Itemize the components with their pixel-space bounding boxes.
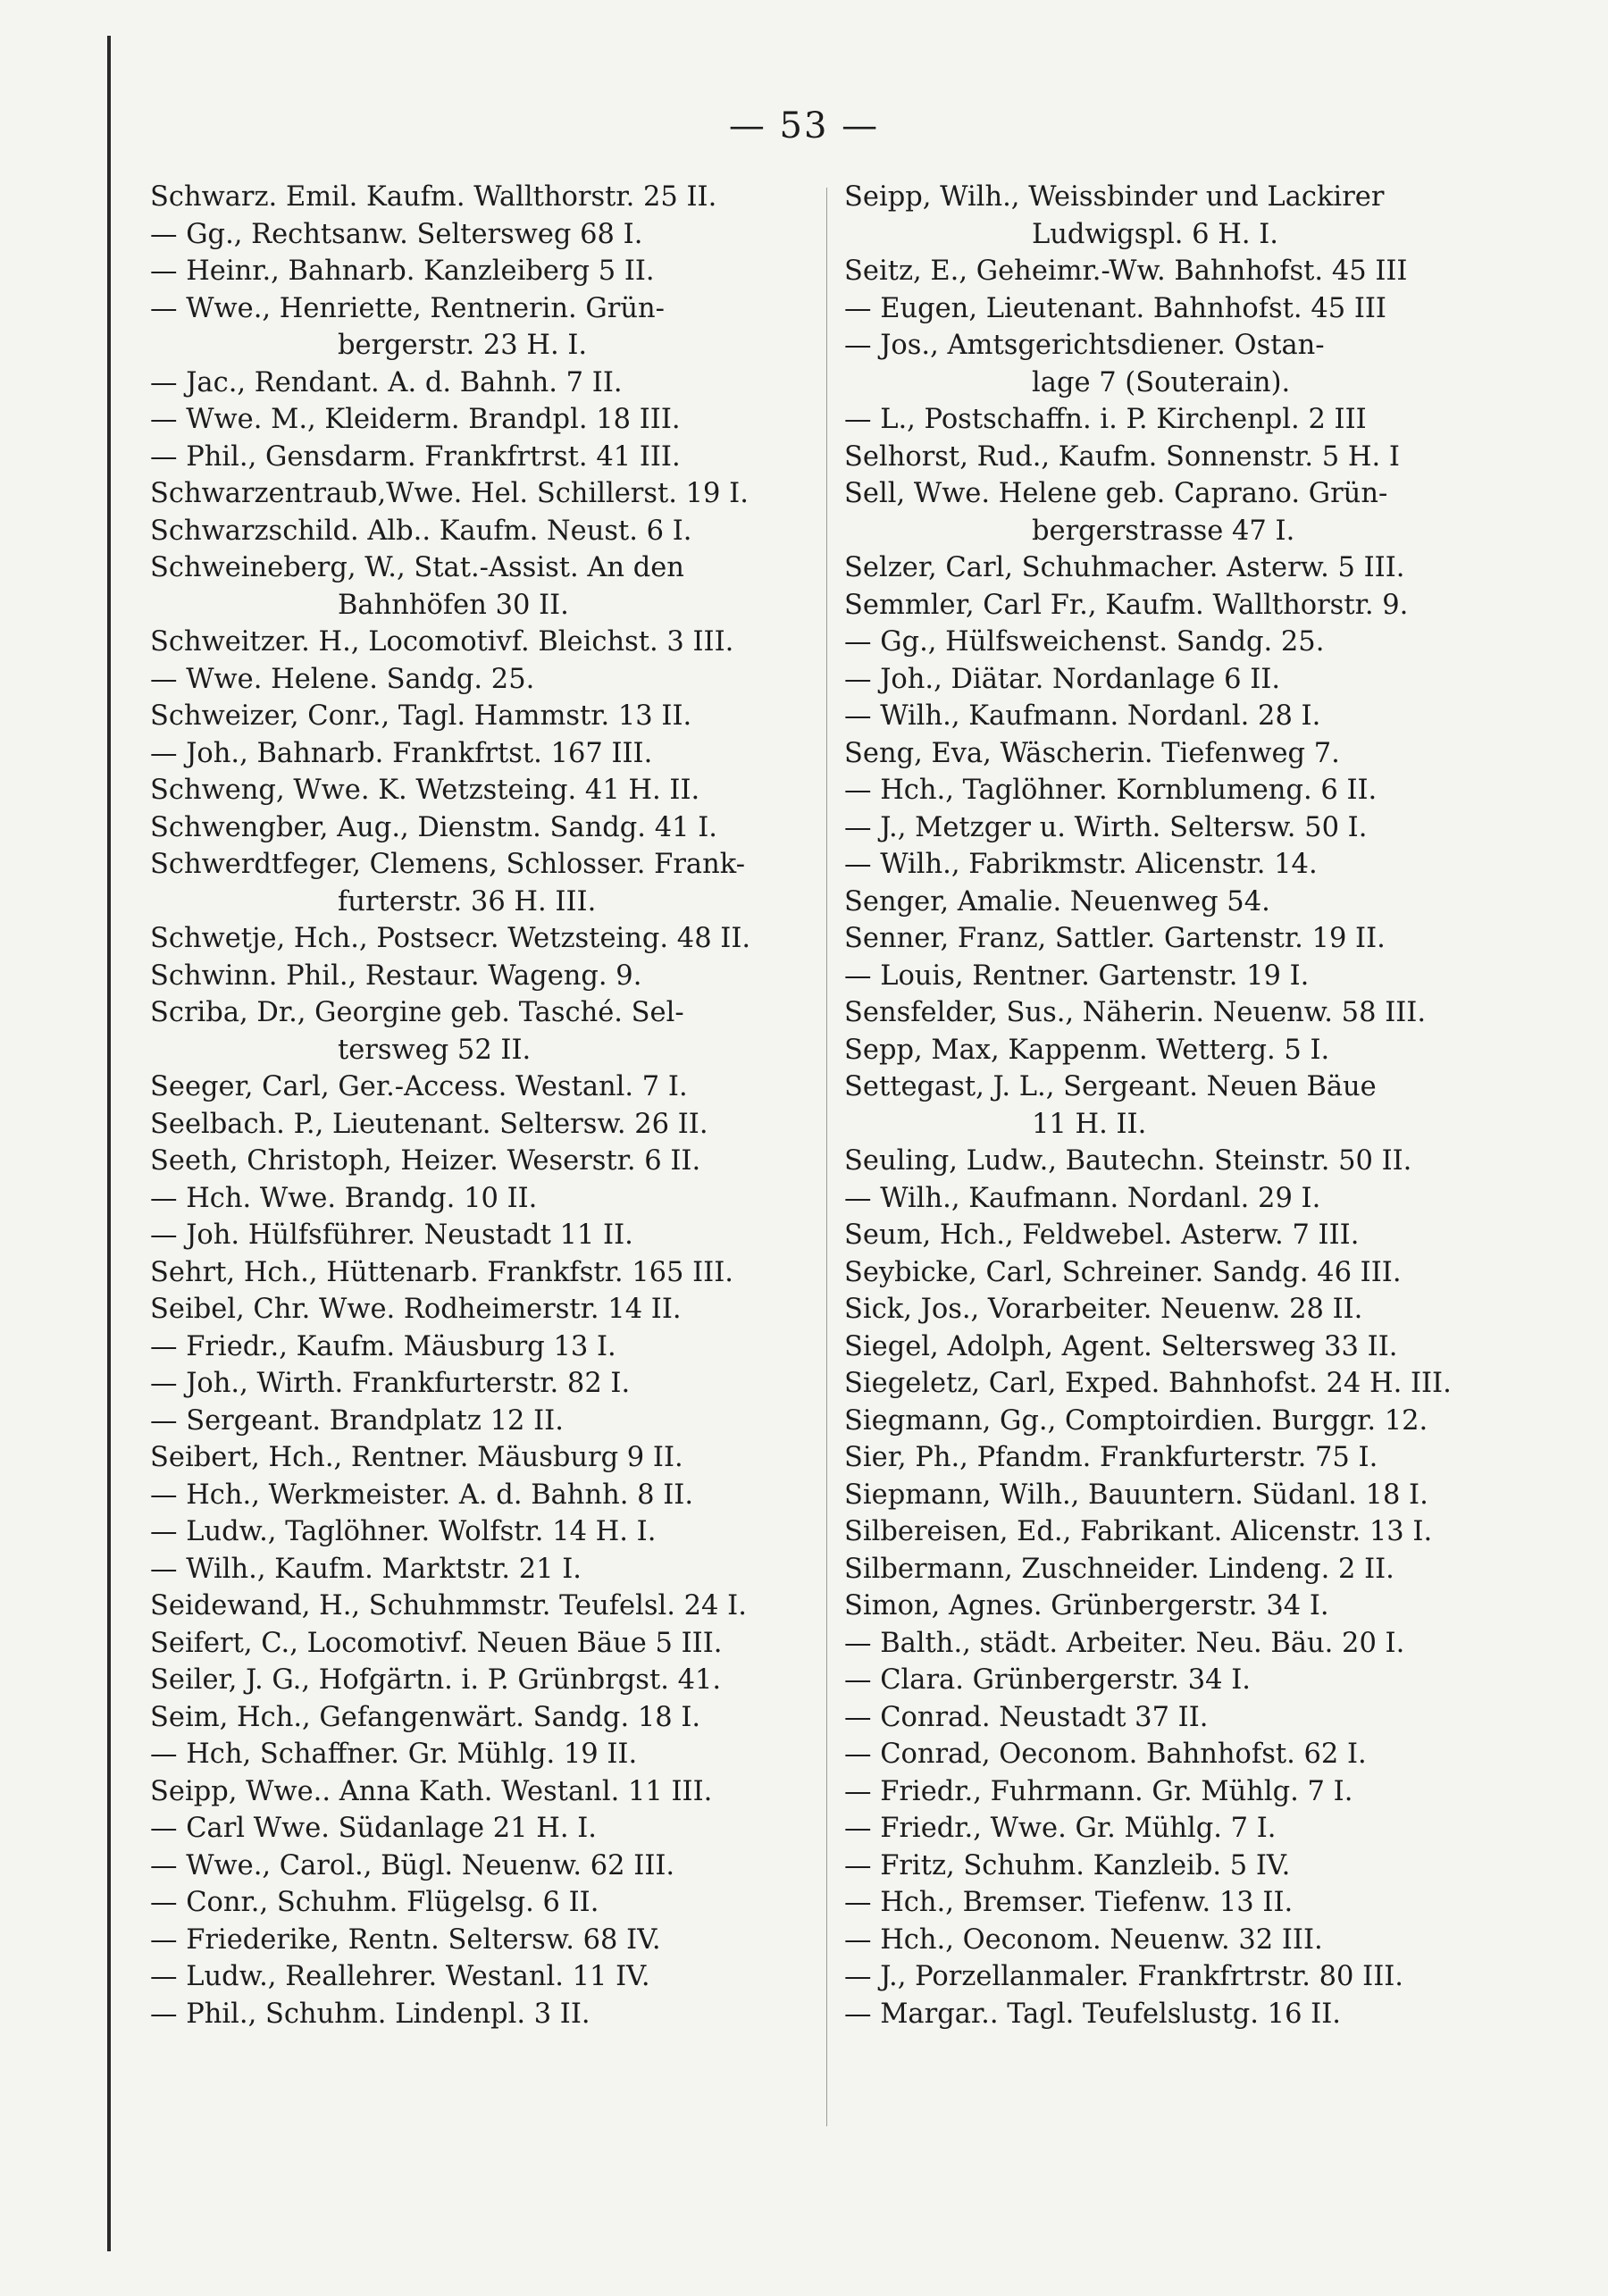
directory-entry: Seidewand, H., Schuhmmstr. Teufelsl. 24 I. xyxy=(150,1590,747,1621)
directory-entry: Schwetje, Hch., Postsecr. Wetzsteing. 48 II. xyxy=(150,923,751,954)
directory-entry: — Joh., Wirth. Frankfurterstr. 82 I. xyxy=(150,1368,631,1399)
directory-entry: — Friedr., Kaufm. Mäusburg 13 I. xyxy=(150,1330,616,1362)
directory-entry: — Friedr., Wwe. Gr. Mühlg. 7 I. xyxy=(844,1813,1277,1844)
directory-entry: — Wwe. Helene. Sandg. 25. xyxy=(150,663,535,695)
directory-entry: Seitz, E., Geheimr.-Ww. Bahnhofst. 45 III xyxy=(844,256,1408,287)
directory-entry: — Joh. Hülfsführer. Neustadt 11 II. xyxy=(150,1219,633,1251)
directory-entry: — Gg., Rechtsanw. Seltersweg 68 I. xyxy=(150,218,643,250)
directory-entry: Sensfelder, Sus., Näherin. Neuenw. 58 III. xyxy=(844,997,1427,1028)
directory-entry-continuation: 11 H. II. xyxy=(1032,1108,1147,1140)
directory-entry: — L., Postschaffn. i. P. Kirchenpl. 2 III xyxy=(844,404,1367,435)
left-column xyxy=(150,179,793,2032)
directory-entry: — Joh., Diätar. Nordanlage 6 II. xyxy=(844,663,1281,695)
directory-entry: — Wwe., Henriette, Rentnerin. Grün- xyxy=(150,292,665,324)
directory-entry: — Conrad, Oeconom. Bahnhofst. 62 I. xyxy=(844,1739,1367,1770)
directory-entry: — Hch., Bremser. Tiefenw. 13 II. xyxy=(844,1887,1294,1918)
directory-entry: Scriba, Dr., Georgine geb. Tasché. Sel- xyxy=(150,997,684,1028)
directory-entry: Seum, Hch., Feldwebel. Asterw. 7 III. xyxy=(844,1219,1360,1251)
directory-entry: Simon, Agnes. Grünbergerstr. 34 I. xyxy=(844,1590,1329,1621)
directory-entry: — Clara. Grünbergerstr. 34 I. xyxy=(844,1664,1251,1696)
directory-entry: — Jac., Rendant. A. d. Bahnh. 7 II. xyxy=(150,366,623,398)
directory-entry: — Phil., Gensdarm. Frankfrtrst. 41 III. xyxy=(150,440,681,473)
directory-entry: — Hch., Taglöhner. Kornblumeng. 6 II. xyxy=(844,775,1378,806)
directory-entry: — Carl Wwe. Südanlage 21 H. I. xyxy=(150,1813,597,1844)
directory-entry: Seipp, Wwe.. Anna Kath. Westanl. 11 III. xyxy=(150,1775,713,1807)
directory-entry: Schwinn. Phil., Restaur. Wageng. 9. xyxy=(150,959,642,992)
directory-entry: — Wilh., Kaufmann. Nordanl. 28 I. xyxy=(844,700,1321,732)
directory-entry: Schwarzschild. Alb.. Kaufm. Neust. 6 I. xyxy=(150,515,692,547)
directory-entry: Sell, Wwe. Helene geb. Caprano. Grün- xyxy=(844,478,1388,509)
directory-entry: Seifert, C., Locomotivf. Neuen Bäue 5 III. xyxy=(150,1627,723,1659)
directory-entry: Seng, Eva, Wäscherin. Tiefenweg 7. xyxy=(844,737,1340,769)
directory-entry: Seiler, J. G., Hofgärtn. i. P. Grünbrgst. 41. xyxy=(150,1664,722,1696)
directory-entry: — Margar.. Tagl. Teufelslustg. 16 II. xyxy=(844,1998,1341,2030)
directory-entry-continuation: bergerstrasse 47 I. xyxy=(1032,515,1295,547)
directory-entry: Sick, Jos., Vorarbeiter. Neuenw. 28 II. xyxy=(844,1294,1363,1325)
directory-entry: — Gg., Hülfsweichenst. Sandg. 25. xyxy=(844,626,1325,658)
directory-entry: Schwarz. Emil. Kaufm. Wallthorstr. 25 II. xyxy=(150,181,717,213)
directory-entry: — Wwe. M., Kleiderm. Brandpl. 18 III. xyxy=(150,404,681,435)
directory-entry: Seeth, Christoph, Heizer. Weserstr. 6 II. xyxy=(150,1145,701,1177)
directory-entry: Siegmann, Gg., Comptoirdien. Burggr. 12. xyxy=(844,1404,1428,1437)
directory-entry: Sier, Ph., Pfandm. Frankfurterstr. 75 I. xyxy=(844,1442,1378,1473)
directory-entry: Schwarzentraub,Wwe. Hel. Schillerst. 19 I. xyxy=(150,478,749,509)
directory-entry: — Phil., Schuhm. Lindenpl. 3 II. xyxy=(150,1998,590,2030)
directory-entry: — Friederike, Rentn. Seltersw. 68 IV. xyxy=(150,1923,661,1956)
directory-entry: Schweizer, Conr., Tagl. Hammstr. 13 II. xyxy=(150,700,692,732)
directory-entry: — Hch. Wwe. Brandg. 10 II. xyxy=(150,1182,538,1214)
directory-entry: Siegel, Adolph, Agent. Seltersweg 33 II. xyxy=(844,1330,1398,1362)
directory-entry: — Balth., städt. Arbeiter. Neu. Bäu. 20 I. xyxy=(844,1627,1405,1659)
directory-entry: Seibert, Hch., Rentner. Mäusburg 9 II. xyxy=(150,1442,683,1473)
directory-entry: Semmler, Carl Fr., Kaufm. Wallthorstr. 9. xyxy=(844,589,1409,621)
directory-entry: — Joh., Bahnarb. Frankfrtst. 167 III. xyxy=(150,737,653,769)
directory-entry: Seuling, Ludw., Bautechn. Steinstr. 50 II. xyxy=(844,1145,1412,1177)
directory-entry: — J., Porzellanmaler. Frankfrtrstr. 80 III. xyxy=(844,1961,1403,1992)
directory-entry: Seybicke, Carl, Schreiner. Sandg. 46 III. xyxy=(844,1256,1402,1288)
directory-entry: — Heinr., Bahnarb. Kanzleiberg 5 II. xyxy=(150,256,655,287)
directory-entry: Settegast, J. L., Sergeant. Neuen Bäue xyxy=(844,1071,1377,1102)
directory-entry: Siegeletz, Carl, Exped. Bahnhofst. 24 H. III. xyxy=(844,1368,1452,1399)
directory-entry: — Fritz, Schuhm. Kanzleib. 5 IV. xyxy=(844,1849,1291,1881)
directory-entry: — Ludw., Reallehrer. Westanl. 11 IV. xyxy=(150,1961,650,1992)
directory-entry-continuation: tersweg 52 II. xyxy=(338,1034,532,1066)
directory-entry: Senger, Amalie. Neuenweg 54. xyxy=(844,885,1270,918)
directory-entry: — Conr., Schuhm. Flügelsg. 6 II. xyxy=(150,1887,599,1918)
directory-entry-continuation: Bahnhöfen 30 II. xyxy=(338,589,569,621)
column-divider xyxy=(826,188,827,2126)
right-column xyxy=(844,179,1487,2032)
directory-entry: — Ludw., Taglöhner. Wolfstr. 14 H. I. xyxy=(150,1516,657,1547)
directory-entry: — Hch, Schaffner. Gr. Mühlg. 19 II. xyxy=(150,1739,638,1770)
directory-entry-continuation: furterstr. 36 H. III. xyxy=(338,885,597,918)
directory-entry-continuation: Ludwigspl. 6 H. I. xyxy=(1032,218,1278,250)
directory-entry: Senner, Franz, Sattler. Gartenstr. 19 II. xyxy=(844,923,1386,954)
directory-entry: — Eugen, Lieutenant. Bahnhofst. 45 III xyxy=(844,292,1386,324)
directory-entry: Seibel, Chr. Wwe. Rodheimerstr. 14 II. xyxy=(150,1294,682,1325)
directory-entry: — Jos., Amtsgerichtsdiener. Ostan- xyxy=(844,330,1325,361)
directory-entry: — Wilh., Kaufmann. Nordanl. 29 I. xyxy=(844,1182,1321,1214)
directory-entry: Schweitzer. H., Locomotivf. Bleichst. 3 III. xyxy=(150,626,734,658)
directory-entry: — Wilh., Fabrikmstr. Alicenstr. 14. xyxy=(844,849,1318,880)
page-binding-edge xyxy=(107,36,111,2251)
directory-entry: Seelbach. P., Lieutenant. Seltersw. 26 II. xyxy=(150,1108,708,1140)
directory-entry: Schwengber, Aug., Dienstm. Sandg. 41 I. xyxy=(150,811,717,843)
directory-entry: Schwerdtfeger, Clemens, Schlosser. Frank- xyxy=(150,849,745,880)
directory-entry-continuation: lage 7 (Souterain). xyxy=(1032,366,1291,398)
directory-entry: Schweng, Wwe. K. Wetzsteing. 41 H. II. xyxy=(150,775,700,806)
directory-entry: Selzer, Carl, Schuhmacher. Asterw. 5 III. xyxy=(844,552,1405,583)
directory-entry: — Wilh., Kaufm. Marktstr. 21 I. xyxy=(150,1553,582,1585)
directory-entry: — Friedr., Fuhrmann. Gr. Mühlg. 7 I. xyxy=(844,1775,1353,1807)
page-number: — 53 — xyxy=(728,105,880,147)
directory-entry: — Wwe., Carol., Bügl. Neuenw. 62 III. xyxy=(150,1849,675,1881)
directory-entry: Schweineberg, W., Stat.-Assist. An den xyxy=(150,552,684,583)
directory-entry: Seim, Hch., Gefangenwärt. Sandg. 18 I. xyxy=(150,1701,701,1733)
directory-entry: — Hch., Werkmeister. A. d. Bahnh. 8 II. xyxy=(150,1479,694,1511)
directory-entry: Seeger, Carl, Ger.-Access. Westanl. 7 I. xyxy=(150,1071,688,1102)
directory-entry: Silbermann, Zuschneider. Lindeng. 2 II. xyxy=(844,1553,1394,1585)
directory-entry: — Conrad. Neustadt 37 II. xyxy=(844,1701,1209,1733)
directory-entry: — Sergeant. Brandplatz 12 II. xyxy=(150,1404,564,1437)
directory-entry: — J., Metzger u. Wirth. Seltersw. 50 I. xyxy=(844,811,1368,843)
directory-entry: Silbereisen, Ed., Fabrikant. Alicenstr. 13 I. xyxy=(844,1516,1433,1547)
directory-entry: Sepp, Max, Kappenm. Wetterg. 5 I. xyxy=(844,1034,1330,1066)
directory-entry: — Hch., Oeconom. Neuenw. 32 III. xyxy=(844,1923,1323,1956)
directory-entry: Sehrt, Hch., Hüttenarb. Frankfstr. 165 III. xyxy=(150,1256,733,1288)
directory-entry-continuation: bergerstr. 23 H. I. xyxy=(338,330,588,361)
directory-entry: — Louis, Rentner. Gartenstr. 19 I. xyxy=(844,959,1310,992)
directory-entry: Selhorst, Rud., Kaufm. Sonnenstr. 5 H. I xyxy=(844,440,1400,473)
directory-entry: Siepmann, Wilh., Bauuntern. Südanl. 18 I. xyxy=(844,1479,1428,1511)
directory-entry: Seipp, Wilh., Weissbinder und Lackirer xyxy=(844,181,1385,213)
